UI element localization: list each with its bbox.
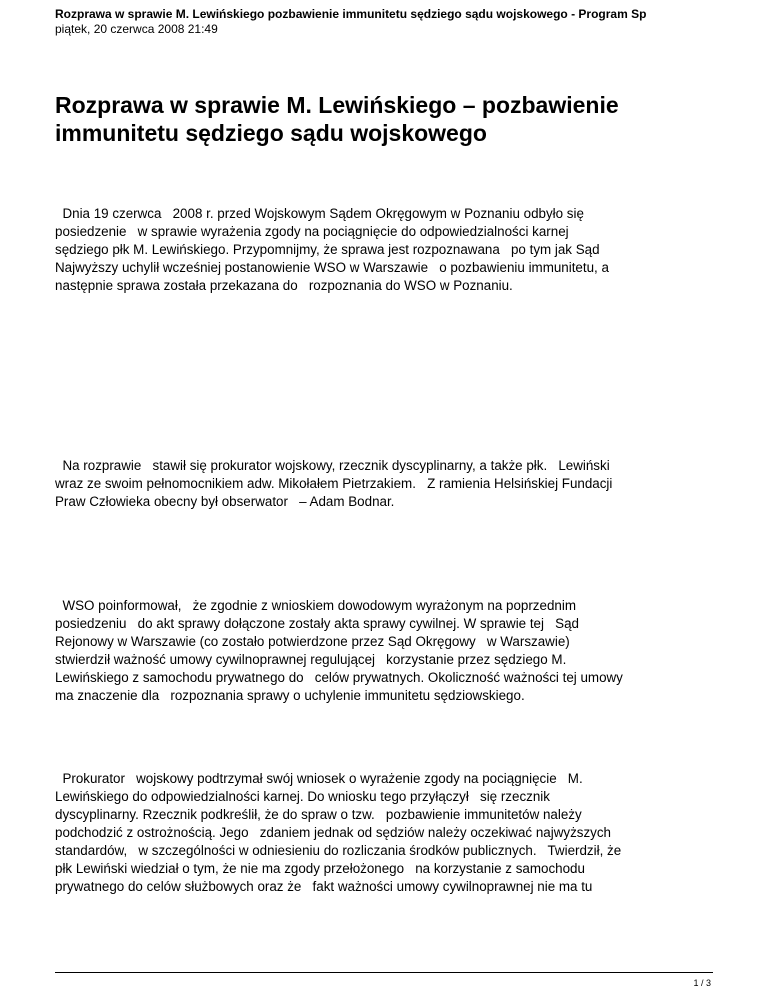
page-number: 1 / 3 — [693, 978, 711, 988]
running-header-date: piątek, 20 czerwca 2008 21:49 — [55, 22, 218, 36]
running-header-title: Rozprawa w sprawie M. Lewińskiego pozbawienie immunitetu sędziego sądu wojskowego - Program Sp — [55, 7, 647, 21]
article-paragraph-2: Na rozprawie stawił się prokurator wojskowy, rzecznik dyscyplinarny, a także płk. Lewiński wraz ze swoim pełnomocnikiem adw. Mikołałem Pietrzakiem. Z ramienia Helsińskiej Fundacji Praw Człowieka obecny był obserwator – Adam Bodnar. — [55, 458, 613, 509]
article-paragraph-1: Dnia 19 czerwca 2008 r. przed Wojskowym Sądem Okręgowym w Poznaniu odbyło się posiedzenie w sprawie wyrażenia zgody na pociągnięcie do odpowiedzialności karnej sędziego płk M. Lewińskiego. Przypomnijmy, że sprawa jest rozpoznawana po tym jak Sąd Najwyższy uchylił wcześniej postanowienie WSO w Warszawie o pozbawieniu immunitetu, a następnie sprawa została przekazana do rozpoznania do WSO w Poznaniu. — [55, 206, 609, 293]
article-paragraph-3: WSO poinformował, że zgodnie z wnioskiem dowodowym wyrażonym na poprzednim posiedzeniu do akt sprawy dołączone zostały akta sprawy cywilnej. W sprawie tej Sąd Rejonowy w Warszawie (co zostało potwierdzone przez Sąd Okręgowy w Warszawie) stwierdził ważność umowy cywilnoprawnej regulującej korzystanie przez sędziego M. Lewińskiego z samochodu prywatnego do celów prywatnych. Okoliczność ważności tej umowy ma znaczenie dla rozpoznania sprawy o uchylenie immunitetu sędziowskiego. — [55, 598, 623, 703]
article-title: Rozprawa w sprawie M. Lewińskiego – pozbawienie immunitetu sędziego sądu wojskowego — [55, 92, 619, 146]
footer-rule — [55, 972, 713, 973]
article-paragraph-4: Prokurator wojskowy podtrzymał swój wniosek o wyrażenie zgody na pociągnięcie M. Lewińskiego do odpowiedzialności karnej. Do wniosku tego przyłączył się rzecznik dyscyplinarny. Rzecznik podkreślił, że do spraw o tzw. pozbawienie immunitetów należy podchodzić z ostrożnością. Jego zdaniem jednak od sędziów należy oczekiwać najwyższych standardów, w szczególności w odniesieniu do rozliczania środków publicznych. Twierdził, że płk Lewiński wiedział o tym, że nie ma zgody przełożonego na korzystanie z samochodu prywatnego do celów służbowych oraz że fakt ważności umowy cywilnoprawnej nie ma tu — [55, 771, 622, 894]
